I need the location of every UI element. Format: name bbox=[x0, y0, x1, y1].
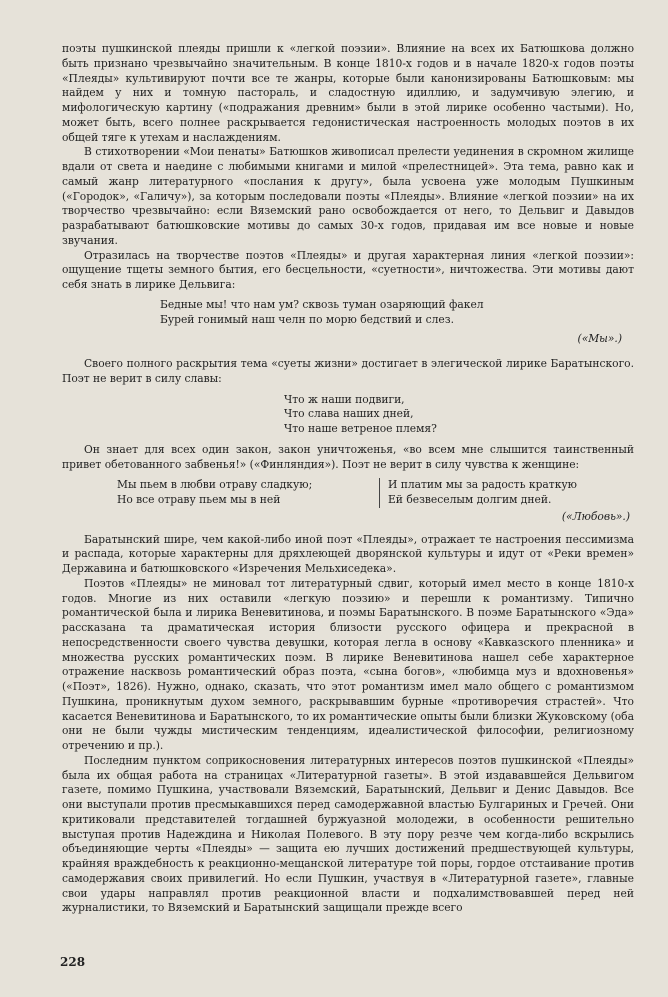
paragraph-3: Отразилась на творчестве поэтов «Плеяды» и другая характерная линия «легкой поэзии»: ощущение тщеты земного бытия, его бесцельности, «суетности», ничтожества. Эти мотивы дают себя знать в лирике Дельвига: bbox=[62, 248, 634, 291]
verse-column-right bbox=[379, 478, 577, 508]
verse-line: Что ж наши подвиги, bbox=[284, 392, 405, 406]
paragraph-8: Последним пунктом соприкосновения литературных интересов поэтов пушкинской «Плеяды» была их общая работа на страницах «Литературной газеты». В этой издававшейся Дельвигом газете, помимо Пушкина, участвовали Вяземский, Баратынский, Дельвиг и Денис Давыдов. Все они выступали против пресмыкавшихся перед самодержавной властью Булгариных и Гречей. Они критиковали представителей тогдашней буржуазной молодежи, в особенности решительно выступая против Надеждина и Николая Полевого. В эту пору резче чем когда-либо вскрылись объединяющие черты «Плеяды» — защита ею лучших достижений предшествующей культуры, крайняя враждебность к реакционно-мещанской литературе той поры, гордое отстаивание против самодержавия своих привилегий. Но если Пушкин, участвуя в «Литературной газете», главные свои удары направлял против реакционной власти и подхалимствовавшей перед ней журналистики, то Вяземский и Баратынский защищали прежде всего bbox=[62, 753, 634, 915]
paragraph-4: Своего полного раскрытия тема «суеты жизни» достигает в элегической лирике Баратынского. Поэт не верит в силу славы: bbox=[62, 357, 634, 385]
verse-line: Бедные мы! что нам ум? сквозь туман озаряющий факел bbox=[160, 297, 484, 311]
verse-line: И платим мы за радость краткую bbox=[388, 478, 577, 492]
verse-column-left bbox=[117, 478, 379, 508]
paragraph-1: поэты пушкинской плеяды пришли к «легкой поэзии». Влияние на всех их Батюшкова должно быть признано чрезвычайно значительным. В конце 1810-х годов и в начале 1820-х годов поэты «Плеяды» культивируют почти все те жанры, которые были канонизированы Батюшковым: мы найдем у них и томную пастораль, и сладостную идиллию, и задумчивую элегию, и мифологическую картину («подражания древним» были в этой лирике особенно частыми). Но, может быть, всего полнее раскрывается гедонистическая настроенность молодых поэтов в их общей тяге к утехам и наслаждениям. bbox=[62, 42, 634, 144]
paragraph-2: В стихотворении «Мои пенаты» Батюшков живописал прелести уединения в скромном жилище вдали от света и наедине с любимыми книгами и милой «прелестницей». Эта тема, равно как и самый жанр литературного «послания к другу», была усвоена уже молодым Пушкиным («Городок», «Галичу»), за которым последовали поэты «Плеяды». Влияние «легкой поэзии» на их творчество чрезвычайно: если Вяземский рано освобождается от него, то Дельвиг и Давыдов разрабатывают батюшковские мотивы до самых 30-х годов, придавая им все новые и новые звучания. bbox=[62, 145, 634, 247]
paragraph-6: Баратынский шире, чем какой-либо иной поэт «Плеяды», отражает те настроения пессимизма и распада, которые характерны для дряхлеющей дворянской культуры и идут от «Реки времен» Державина и батюшковского «Изречения Мельхиседека». bbox=[62, 532, 634, 575]
verse-line: Ей безвеселым долгим дней. bbox=[388, 493, 552, 506]
verse-line: Бурей гонимый наш челн по морю бедствий и слез. bbox=[160, 312, 454, 326]
verse-quote-delvig bbox=[160, 298, 634, 328]
verse-line: Мы пьем в любви отраву сладкую; bbox=[117, 478, 313, 492]
paragraph-5: Он знает для всех один закон, закон уничтоженья, «во всем мне слышится таинственный привет обетованного забвенья!» («Финляндия»). Поэт не верит в силу чувства к женщине: bbox=[62, 442, 634, 471]
page-number: 228 bbox=[60, 955, 86, 969]
verse-source: («Мы».) bbox=[577, 332, 622, 346]
paragraph-7: Поэтов «Плеяды» не миновал тот литературный сдвиг, который имел место в конце 1810-х годов. Многие из них оставили «легкую поэзию» и перешли к романтизму. Типично романтической была и лирика Веневитинова, и поэмы Баратынского. В поэме Баратынского «Эда» рассказана та драматическая история близости русского офицера и прекрасной в непосредственности своего чувства девушки, которая легла в основу «Кавказского пленника» и множества русских романтических поэм. В лирике Веневитинова нашел себе характерное отражение насквозь романтический образ поэта, «сына богов», «любимца муз и вдохновенья» («Поэт», 1826). Нужно, однако, сказать, что этот романтизм имел мало общего с романтизмом Пушкина, проникнутым духом земного, раскрывавшим бурные «противоречия страстей». Что касается Веневитинова и Баратынского, то их романтические опыты были близки Жуковскому (оба они не были чужды мистическим тенденциям, идеалистической философии, религиозному отречению и пр.). bbox=[62, 576, 634, 752]
verse-quote-baratynsky bbox=[284, 393, 634, 437]
verse-line: Что наше ветреное племя? bbox=[284, 422, 437, 435]
verse-line: Но все отраву пьем мы в ней bbox=[117, 493, 281, 506]
verse-quote-two-column bbox=[117, 478, 634, 508]
verse-source: («Любовь».) bbox=[561, 509, 630, 523]
verse-line: Что слава наших дней, bbox=[284, 407, 414, 421]
